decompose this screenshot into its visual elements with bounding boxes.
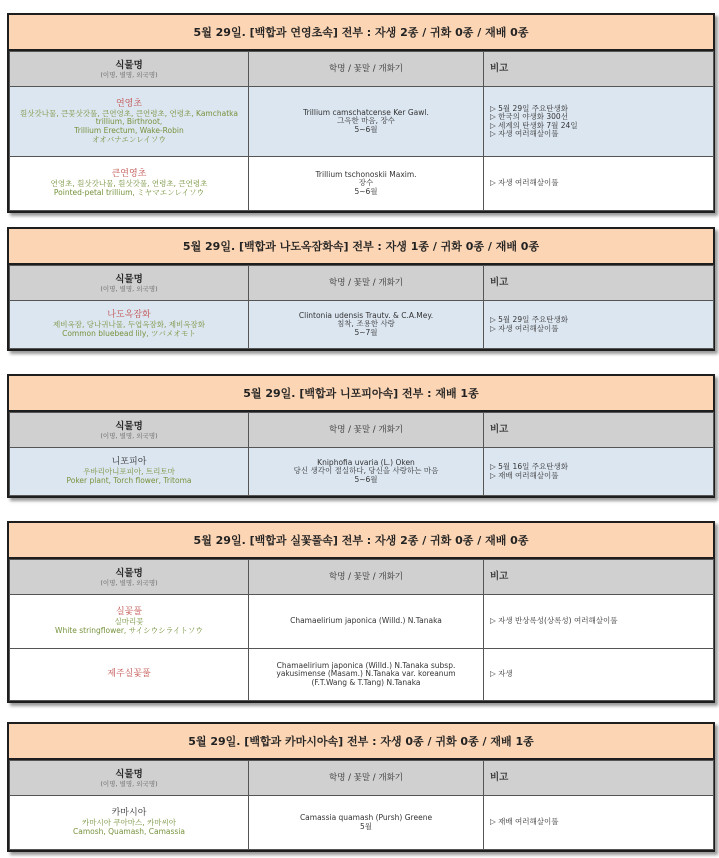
alt-name: 제비옥잠, 당나귀나물, 두엽옥잠화, 제비옥잠화	[53, 320, 205, 330]
plant-table	[9, 760, 714, 850]
note-line: ▷ 세계의 탄생화 7월 24일	[490, 120, 578, 130]
scientific-cell	[249, 649, 484, 701]
plant-name: 나도옥잠화	[107, 310, 151, 321]
table-row	[10, 448, 714, 496]
table-row	[10, 796, 714, 850]
plant-name-cell	[10, 87, 249, 157]
plant-name-cell	[10, 595, 249, 649]
flower-meaning: 장수	[358, 178, 374, 188]
header-note: 비고	[484, 413, 714, 448]
plant-name: 제주실꽃풀	[107, 669, 151, 679]
header-sci: 학명 / 꽃말 / 개화기	[249, 413, 484, 448]
bloom-period: 5~7월	[354, 327, 378, 337]
bloom-period: 5월	[359, 821, 373, 831]
header-name: 식물명	[115, 59, 143, 71]
plant-name: 카마시아	[111, 808, 147, 819]
header-name: 식물명	[115, 273, 143, 285]
alt-name: White stringflower, サイシウシライトソウ	[55, 626, 203, 635]
header-name-cell	[10, 560, 249, 595]
alt-name: Camosh, Quamash, Camassia	[73, 827, 185, 836]
notes-cell	[484, 87, 714, 157]
table-row	[10, 301, 714, 349]
scientific-cell	[249, 448, 484, 496]
header-name-cell	[10, 413, 249, 448]
alt-name: 실마리꽃	[114, 617, 144, 627]
plant-name: 니포피아	[111, 457, 147, 468]
note-line: ▷ 5월 29일 주요탄생화	[490, 103, 568, 113]
scientific-name: Trillium camschatcense Ker Gawl.	[303, 107, 429, 117]
plant-name: 실꽃풀	[115, 607, 143, 618]
table-row	[10, 649, 714, 701]
header-note: 비고	[484, 761, 714, 796]
header-sci: 학명 / 꽃말 / 개화기	[249, 560, 484, 595]
alt-name: Trillium Erectum, Wake-Robin	[74, 126, 184, 135]
header-name-cell	[10, 52, 249, 87]
table-block-trillium	[7, 13, 715, 213]
header-name: 식물명	[115, 768, 143, 780]
block-title: 5월 29일. [백합과 실꽃풀속] 전부 : 자생 2종 / 귀화 0종 / 재배 0종	[9, 523, 713, 559]
plant-table	[9, 265, 714, 349]
scientific-cell	[249, 87, 484, 157]
scientific-name: Trillium tschonoskii Maxim.	[315, 169, 417, 179]
table-row	[10, 87, 714, 157]
plant-table	[9, 51, 714, 211]
header-row	[10, 413, 714, 448]
table-block-kniphofia	[7, 374, 715, 498]
plant-name-cell	[10, 796, 249, 850]
header-name: 식물명	[115, 567, 143, 579]
note-line: ▷ 한국의 야생화 300선	[490, 112, 568, 122]
note-line: ▷ 자생 여러해살이풀	[490, 323, 559, 333]
table-row	[10, 157, 714, 211]
note-line: ▷ 자생 여러해살이풀	[490, 178, 559, 188]
block-title: 5월 29일. [백합과 나도옥잠화속] 전부 : 자생 1종 / 귀화 0종 / 재배 0종	[9, 229, 713, 265]
header-name-cell	[10, 266, 249, 301]
header-note: 비고	[484, 560, 714, 595]
note-line: ▷ 자생 반상록성(상록성) 여러해살이풀	[490, 616, 618, 626]
bloom-period: 5~6월	[354, 474, 378, 484]
scientific-name: yakusimense (Masam.) N.Tanaka var. koreanum	[276, 669, 456, 679]
plant-name-cell	[10, 157, 249, 211]
header-row	[10, 52, 714, 87]
scientific-name: Chamaelirium japonica (Willd.) N.Tanaka subsp.	[276, 660, 456, 670]
note-line: ▷ 5월 29일 주요탄생화	[490, 315, 568, 325]
alt-name: Pointed-petal trillium, ミヤマエンレイソウ	[53, 188, 205, 197]
scientific-name: Kniphofia uvaria (L.) Oken	[317, 457, 415, 467]
plant-name-cell	[10, 301, 249, 349]
header-name-cell	[10, 761, 249, 796]
alt-name: Poker plant, Torch flower, Tritoma	[66, 476, 192, 485]
table-block-clintonia	[7, 227, 715, 351]
header-name: 식물명	[115, 420, 143, 432]
notes-cell	[484, 595, 714, 649]
note-line: ▷ 자생	[490, 669, 513, 679]
plant-name-cell	[10, 649, 249, 701]
plant-table	[9, 559, 714, 701]
alt-name: 카마시아 쿠아마스, 카마씨아	[81, 818, 177, 828]
note-line: ▷ 5월 16일 주요탄생화	[490, 462, 568, 472]
flower-meaning: 그윽한 마음, 장수	[337, 116, 395, 126]
plant-table	[9, 412, 714, 496]
notes-cell	[484, 649, 714, 701]
note-line: ▷ 자생 여러해살이풀	[490, 128, 559, 138]
block-title: 5월 29일. [백합과 연영초속] 전부 : 자생 2종 / 귀화 0종 / 재배 0종	[9, 15, 713, 51]
notes-cell	[484, 796, 714, 850]
bloom-period: 5~6월	[354, 124, 378, 134]
table-block-chamaelirium	[7, 521, 715, 703]
flower-meaning: 당신 생각이 절실하다, 당신을 사랑하는 마음	[293, 466, 439, 476]
notes-cell	[484, 448, 714, 496]
scientific-name: Clintonia udensis Trautv. & C.A.Mey.	[298, 310, 434, 320]
table-block-camassia	[7, 722, 715, 852]
header-name-sub: (이명, 별명, 외국명)	[100, 431, 158, 440]
header-sci: 학명 / 꽃말 / 개화기	[249, 266, 484, 301]
alt-name: 흰삿갓나물, 큰꽃삿갓풀, 큰연영초, 큰연령초, 연령초, Kamchatka trillium, Birthroot,	[20, 108, 238, 127]
flower-meaning: 침착, 조용한 사랑	[337, 319, 395, 329]
notes-cell	[484, 301, 714, 349]
note-line: ▷ 재배 여러해살이풀	[490, 470, 559, 480]
bloom-period: 5~6월	[354, 186, 378, 196]
header-name-sub: (이명, 별명, 외국명)	[100, 70, 158, 79]
block-title: 5월 29일. [백합과 카마시아속] 전부 : 자생 0종 / 귀화 0종 / 재배 1종	[9, 724, 713, 760]
notes-cell	[484, 157, 714, 211]
scientific-cell	[249, 301, 484, 349]
header-sci: 학명 / 꽃말 / 개화기	[249, 761, 484, 796]
block-title: 5월 29일. [백합과 니포피아속] 전부 : 재배 1종	[9, 376, 713, 412]
alt-name: 우바리아니포피아, 트리토마	[83, 467, 175, 477]
header-row	[10, 266, 714, 301]
plant-name: 연영초	[115, 98, 143, 109]
scientific-cell	[249, 595, 484, 649]
scientific-name: Camassia quamash (Pursh) Greene	[299, 812, 433, 822]
header-name-sub: (이명, 별명, 외국명)	[100, 578, 158, 587]
note-line: ▷ 재배 여러해살이풀	[490, 817, 559, 827]
header-sci: 학명 / 꽃말 / 개화기	[249, 52, 484, 87]
scientific-cell	[249, 157, 484, 211]
header-name-sub: (이명, 별명, 외국명)	[100, 779, 158, 788]
header-row	[10, 560, 714, 595]
header-note: 비고	[484, 52, 714, 87]
plant-name-cell	[10, 448, 249, 496]
header-name-sub: (이명, 별명, 외국명)	[100, 284, 158, 293]
alt-name: オオバナエンレイソウ	[92, 134, 166, 144]
header-note: 비고	[484, 266, 714, 301]
header-row	[10, 761, 714, 796]
plant-name: 큰연영초	[111, 169, 147, 180]
table-row	[10, 595, 714, 649]
alt-name: 연영초, 흰삿갓나물, 흰삿갓풀, 연령초, 큰연령초	[50, 179, 208, 189]
scientific-name: (F.T.Wang & T.Tang) N.Tanaka	[311, 677, 421, 687]
scientific-cell	[249, 796, 484, 850]
alt-name: Common bluebead lily, ツバメオモト	[62, 329, 196, 338]
scientific-name: Chamaelirium japonica (Willd.) N.Tanaka	[290, 616, 442, 626]
